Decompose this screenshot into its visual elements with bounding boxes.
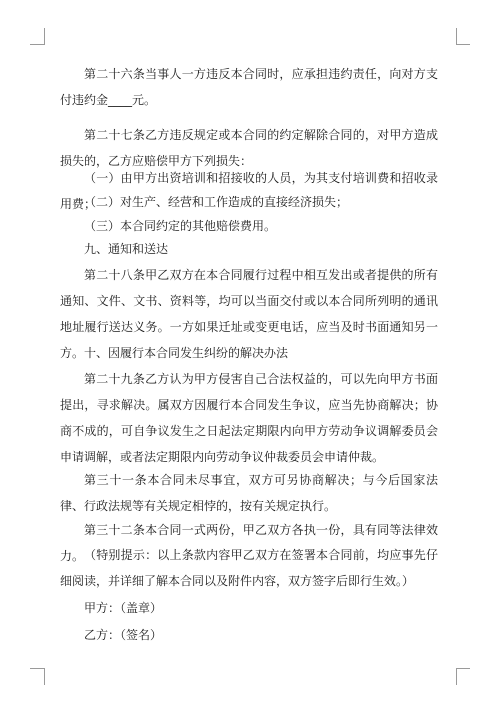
crop-mark-bottom-right [456,668,457,685]
crop-mark-top-right [456,28,457,45]
clause-31: 第三十一条本合同未尽事宜，双方可另协商解决；与今后国家法律、行政法规等有关规定相悖的，按有关规定执行。 [60,473,438,513]
crop-mark-top-left [30,44,44,45]
section-heading-dispute: 十、因履行本合同发生纠纷的解决办法 [84,346,289,360]
crop-mark-bottom-right [456,668,470,669]
clause-27-item-1: （一）由甲方出资培训和招接收的人员，为其支付培训费和招收录用费； [60,171,438,211]
section-heading-notice: 九、通知和送达 [84,242,169,256]
clause-27-item-3: （三）本合同约定的其他赔偿费用。 [84,219,277,233]
clause-26: 第二十六条当事人一方违反本合同时，应承担违约责任，向对方支付违约金____元。 [60,67,438,107]
clause-27: 第二十七条乙方违反规定或本合同的约定解除合同的，对甲方造成损失的，乙方应赔偿甲方下列损失： [60,128,438,168]
crop-mark-bottom-left [44,668,45,685]
signature-party-a: 甲方：（盖章） [84,601,163,615]
clause-32: 第三十二条本合同一式两份，甲乙双方各执一份，具有同等法律效力。 [60,523,438,563]
clause-29: 第二十九条乙方认为甲方侵害自己合法权益的，可以先向甲方书面提出，寻求解决。属双方因履行本合同发生争议，应当先协商解决；协商不成的，可自争议发生之日起法定期限内向甲方劳动争议调解委员会申请调解，或者法定期限内向劳动争议仲裁委员会申请仲裁。 [60,372,438,464]
crop-mark-top-right [456,44,470,45]
crop-mark-bottom-left [30,668,44,669]
clause-28: 第二十八条甲乙双方在本合同履行过程中相互发出或者提供的所有通知、文件、文书、资料等，均可以当面交付或以本合同所列明的通讯地址履行送达义务。一方如果迁址或变更电话，应当及时书面通知另一方。 [60,268,438,360]
crop-mark-top-left [44,28,45,45]
special-notice: （特别提示：以上条款内容甲乙双方在签署本合同前，均应事先仔细阅读，并详细了解本合同以及附件内容，双方签字后即行生效。） [60,548,438,588]
clause-27-item-2: （二）对生产、经营和工作造成的直接经济损失； [84,195,349,209]
signature-party-b: 乙方：（签名） [84,628,163,642]
